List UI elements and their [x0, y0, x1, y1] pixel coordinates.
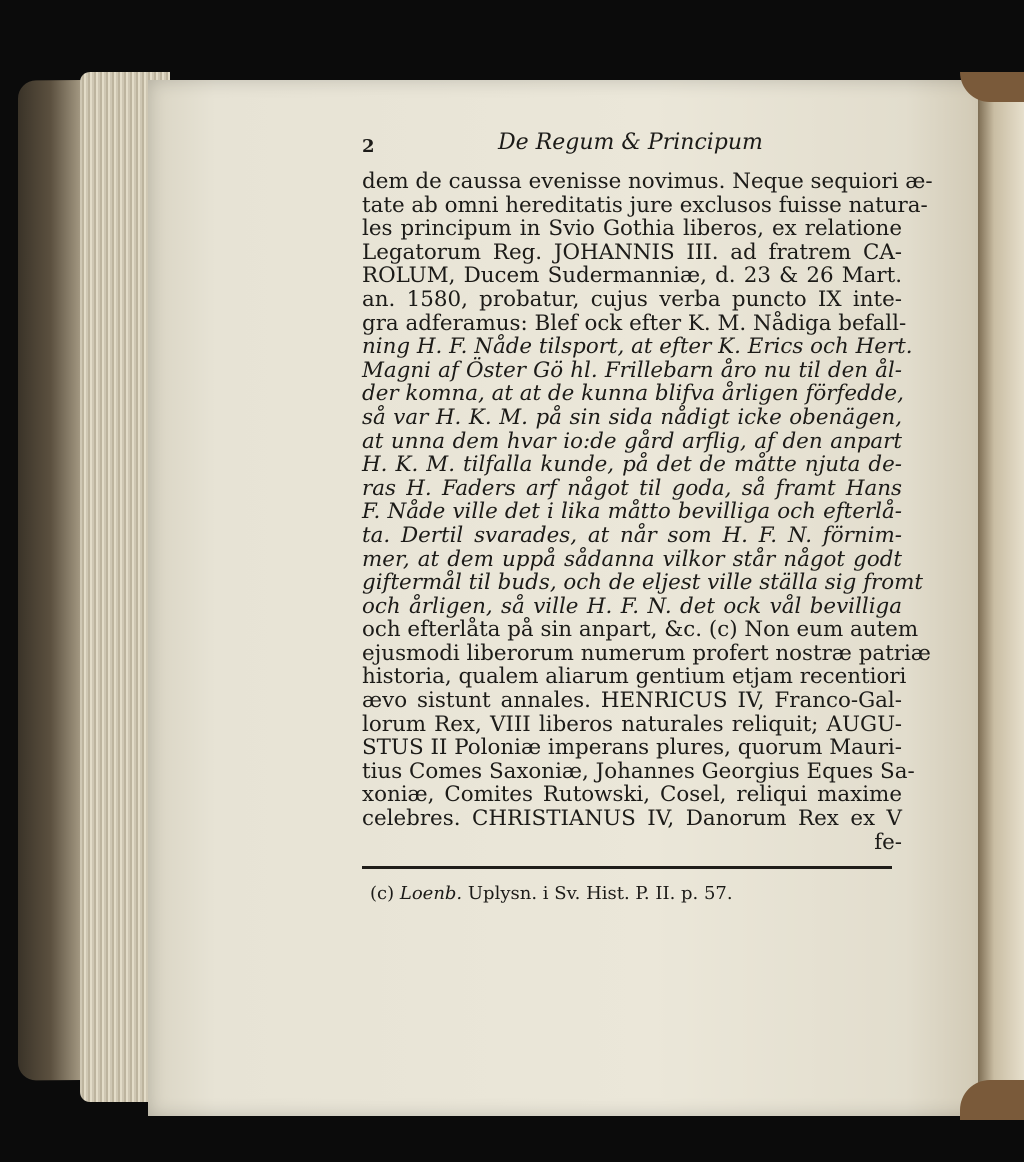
page-text [362, 130, 933, 905]
text-line: och årligen, så ville H. F. N. det ock vål bevilliga [362, 593, 902, 619]
text-line: tate ab omni hereditatis jure exclusos fuisse natura- [362, 192, 928, 218]
text-line: Magni af Öster Gö hl. Frillebarn åro nu til den ål- [362, 357, 902, 383]
text-line: ævo sistunt annales. HENRICUS IV, Franco-Gal- [362, 688, 902, 714]
running-head: De Regum & Principum [498, 130, 763, 155]
text-line: gra adferamus: Blef ock efter K. M. Nådiga befall- [362, 310, 907, 336]
text-line: les principum in Svio Gothia liberos, ex relatione [362, 216, 902, 242]
text-line: F. Nåde ville det i lika måtto bevilliga och efterlå- [362, 499, 902, 525]
text-line: celebres. CHRISTIANUS IV, Danorum Rex ex V [362, 806, 902, 832]
footnote-rule [362, 866, 892, 869]
text-line: H. K. M. tilfalla kunde, på det de måtte njuta de- [362, 452, 902, 478]
text-line: historia, qualem aliarum gentium etjam recentiori [362, 664, 907, 690]
text-line: ning H. F. Nåde tilsport, at efter K. Erics och Hert. [362, 334, 913, 360]
text-line: giftermål til buds, och de eljest ville ställa sig fromt [362, 570, 924, 596]
text-line: tius Comes Saxoniæ, Johannes Georgius Eques Sa- [362, 758, 915, 784]
text-line: STUS II Poloniæ imperans plures, quorum Mauri- [362, 735, 902, 761]
facing-page-edge [978, 80, 1024, 1116]
footnote-text: Uplysn. i Sv. Hist. P. II. p. 57. [467, 883, 733, 905]
body-text [362, 169, 933, 855]
text-line: ta. Dertil svarades, at når som H. F. N. förnim- [362, 522, 902, 548]
footnote-author: Loenb. [399, 883, 463, 905]
text-line: lorum Rex, VIII liberos naturales reliquit; AUGU- [362, 711, 902, 737]
text-line: och efterlåta på sin anpart, &c. (c) Non eum autem [362, 617, 919, 643]
text-line: mer, at dem uppå sådanna vilkor står något godt [362, 546, 902, 572]
text-line: xoniæ, Comites Rutowski, Cosel, reliqui maxime [362, 782, 902, 808]
text-line: så var H. K. M. på sin sida nådigt icke obenägen, [362, 404, 902, 430]
text-line: dem de caussa evenisse novimus. Neque sequiori æ- [362, 169, 933, 194]
page-number: 2 [362, 136, 375, 157]
text-line: ROLUM, Ducem Sudermanniæ, d. 23 & 26 Mart. [362, 263, 902, 289]
footnote [362, 883, 902, 904]
page-header [362, 130, 902, 170]
text-line: Legatorum Reg. JOHANNIS III. ad fratrem CA- [362, 239, 902, 265]
text-line: ras H. Faders arf något til goda, så framt Hans [362, 475, 902, 501]
footnote-mark: (c) [370, 883, 395, 905]
text-line: ejusmodi liberorum numerum profert nostræ patriæ [362, 640, 931, 666]
catchword: fe- [874, 829, 902, 855]
text-line: at unna dem hvar io:de gård arflig, af den anpart [362, 428, 902, 454]
text-line: der komna, at at de kunna blifva årligen förfedde, [362, 381, 904, 407]
text-line: an. 1580, probatur, cujus verba puncto IX inte- [362, 286, 902, 312]
